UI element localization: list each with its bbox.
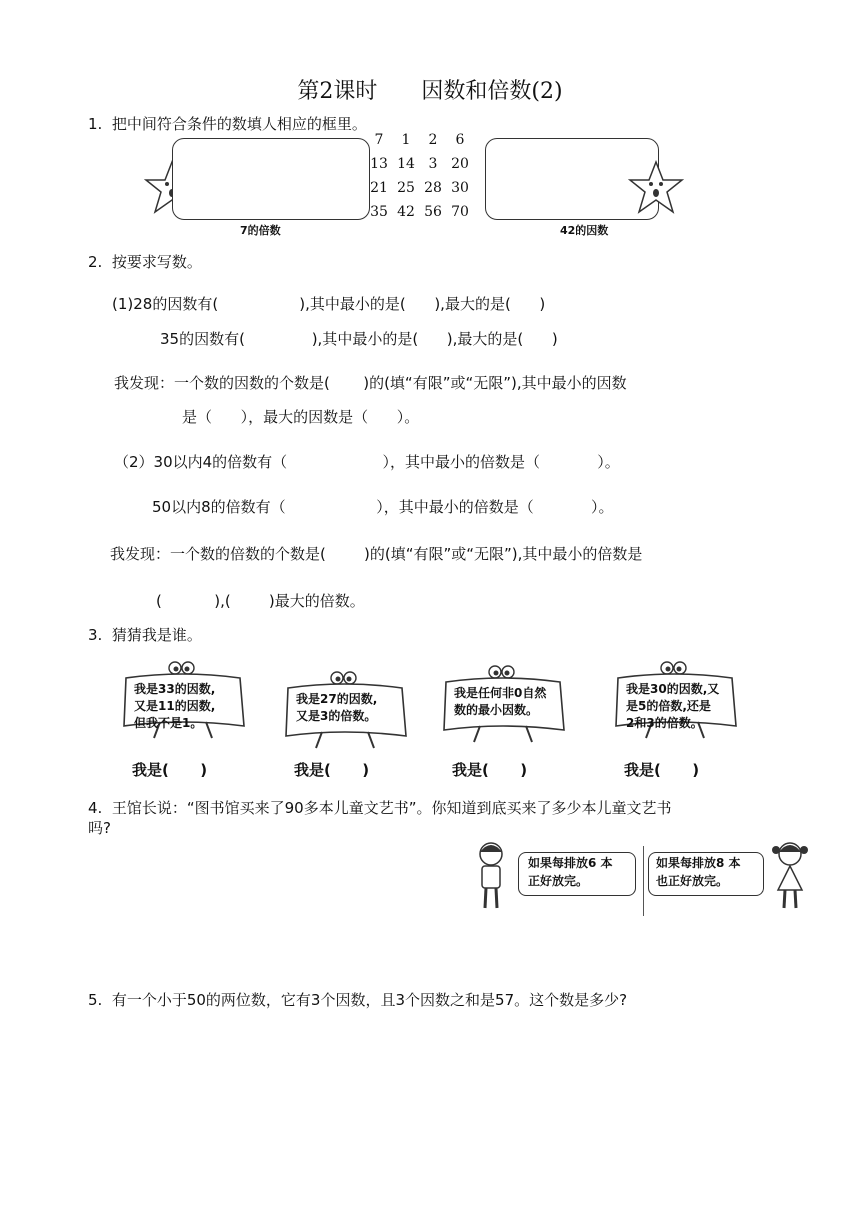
grid-number: 30 [451, 180, 469, 196]
riddle-card [440, 664, 570, 744]
boy-speech-line-2: 正好放完。 [528, 874, 589, 888]
riddle-card [282, 670, 412, 750]
riddle-card [612, 660, 742, 740]
riddle-answer[interactable]: 我是( ) [294, 761, 370, 779]
grid-number: 35 [370, 204, 388, 220]
riddle-answer[interactable]: 我是( ) [452, 761, 528, 779]
question-2-text: 2. 按要求写数。 [88, 253, 202, 271]
star-mascot-icon [628, 160, 684, 218]
q2-line-4: 是（ ），最大的因数是（ ）。 [182, 408, 420, 426]
question-3-text: 3. 猜猜我是谁。 [88, 626, 202, 644]
riddle-text: 我是30的因数,又 [626, 682, 720, 696]
riddle-card [120, 660, 250, 740]
riddle-text: 数的最小因数。 [454, 703, 539, 717]
riddle-answer[interactable]: 我是( ) [132, 761, 208, 779]
girl-speech-line-1: 如果每排放8 本 [656, 856, 741, 870]
riddle-text: 但我不是1。 [134, 716, 203, 730]
grid-number: 56 [424, 204, 442, 220]
number-grid [366, 132, 476, 232]
girl-character-icon [770, 840, 810, 914]
grid-number: 13 [370, 156, 388, 172]
boy-speech-line-1: 如果每排放6 本 [528, 856, 613, 870]
grid-number: 7 [374, 132, 384, 148]
question-5-text: 5. 有一个小于50的两位数，它有3个因数，且3个因数之和是57。这个数是多少? [88, 991, 628, 1009]
question-4-line-2: 吗? [88, 819, 111, 837]
grid-number: 28 [424, 180, 442, 196]
riddle-text: 又是11的因数, [134, 699, 216, 713]
q2-line-3: 我发现：一个数的因数的个数是( )的(填“有限”或“无限”),其中最小的因数 [114, 374, 627, 392]
divider [643, 846, 644, 916]
riddle-answer[interactable]: 我是( ) [624, 761, 700, 779]
grid-number: 70 [451, 204, 469, 220]
page-title: 第2课时 因数和倍数(2) [297, 79, 563, 104]
grid-number: 20 [451, 156, 469, 172]
multiples-of-7-label: 7的倍数 [240, 224, 281, 237]
grid-number: 14 [397, 156, 415, 172]
grid-number: 1 [401, 132, 411, 148]
q2-line-5: （2）30以内4的倍数有（ ），其中最小的倍数是（ ）。 [114, 453, 620, 471]
multiples-of-7-box[interactable] [172, 138, 370, 220]
grid-number: 3 [428, 156, 438, 172]
grid-number: 21 [370, 180, 388, 196]
boy-character-icon [474, 840, 508, 914]
q2-line-7: 我发现：一个数的倍数的个数是( )的(填“有限”或“无限”),其中最小的倍数是 [110, 545, 643, 563]
grid-number: 42 [397, 204, 415, 220]
factors-of-42-label: 42的因数 [560, 224, 609, 237]
riddle-text: 我是27的因数, [296, 692, 378, 706]
question-4-line-1: 4. 王馆长说：“图书馆买来了90多本儿童文艺书”。你知道到底买来了多少本儿童文艺书 [88, 799, 672, 817]
riddle-text: 是5的倍数,还是 [626, 699, 711, 713]
q2-line-8: ( ),( )最大的倍数。 [156, 592, 365, 610]
q2-line-6: 50以内8的倍数有（ ），其中最小的倍数是（ ）。 [152, 498, 614, 516]
riddle-text: 我是33的因数, [134, 682, 216, 696]
grid-number: 2 [428, 132, 438, 148]
riddle-text: 又是3的倍数。 [296, 709, 377, 723]
q2-line-2: 35的因数有( ),其中最小的是( ),最大的是( ) [160, 330, 558, 348]
grid-number: 25 [397, 180, 415, 196]
girl-speech-line-2: 也正好放完。 [656, 874, 729, 888]
grid-number: 6 [455, 132, 465, 148]
riddle-text: 2和3的倍数。 [626, 716, 703, 730]
question-1-text: 1. 把中间符合条件的数填人相应的框里。 [88, 115, 367, 133]
riddle-text: 我是任何非0自然 [454, 686, 547, 700]
q2-line-1: (1)28的因数有( ),其中最小的是( ),最大的是( ) [112, 295, 546, 313]
